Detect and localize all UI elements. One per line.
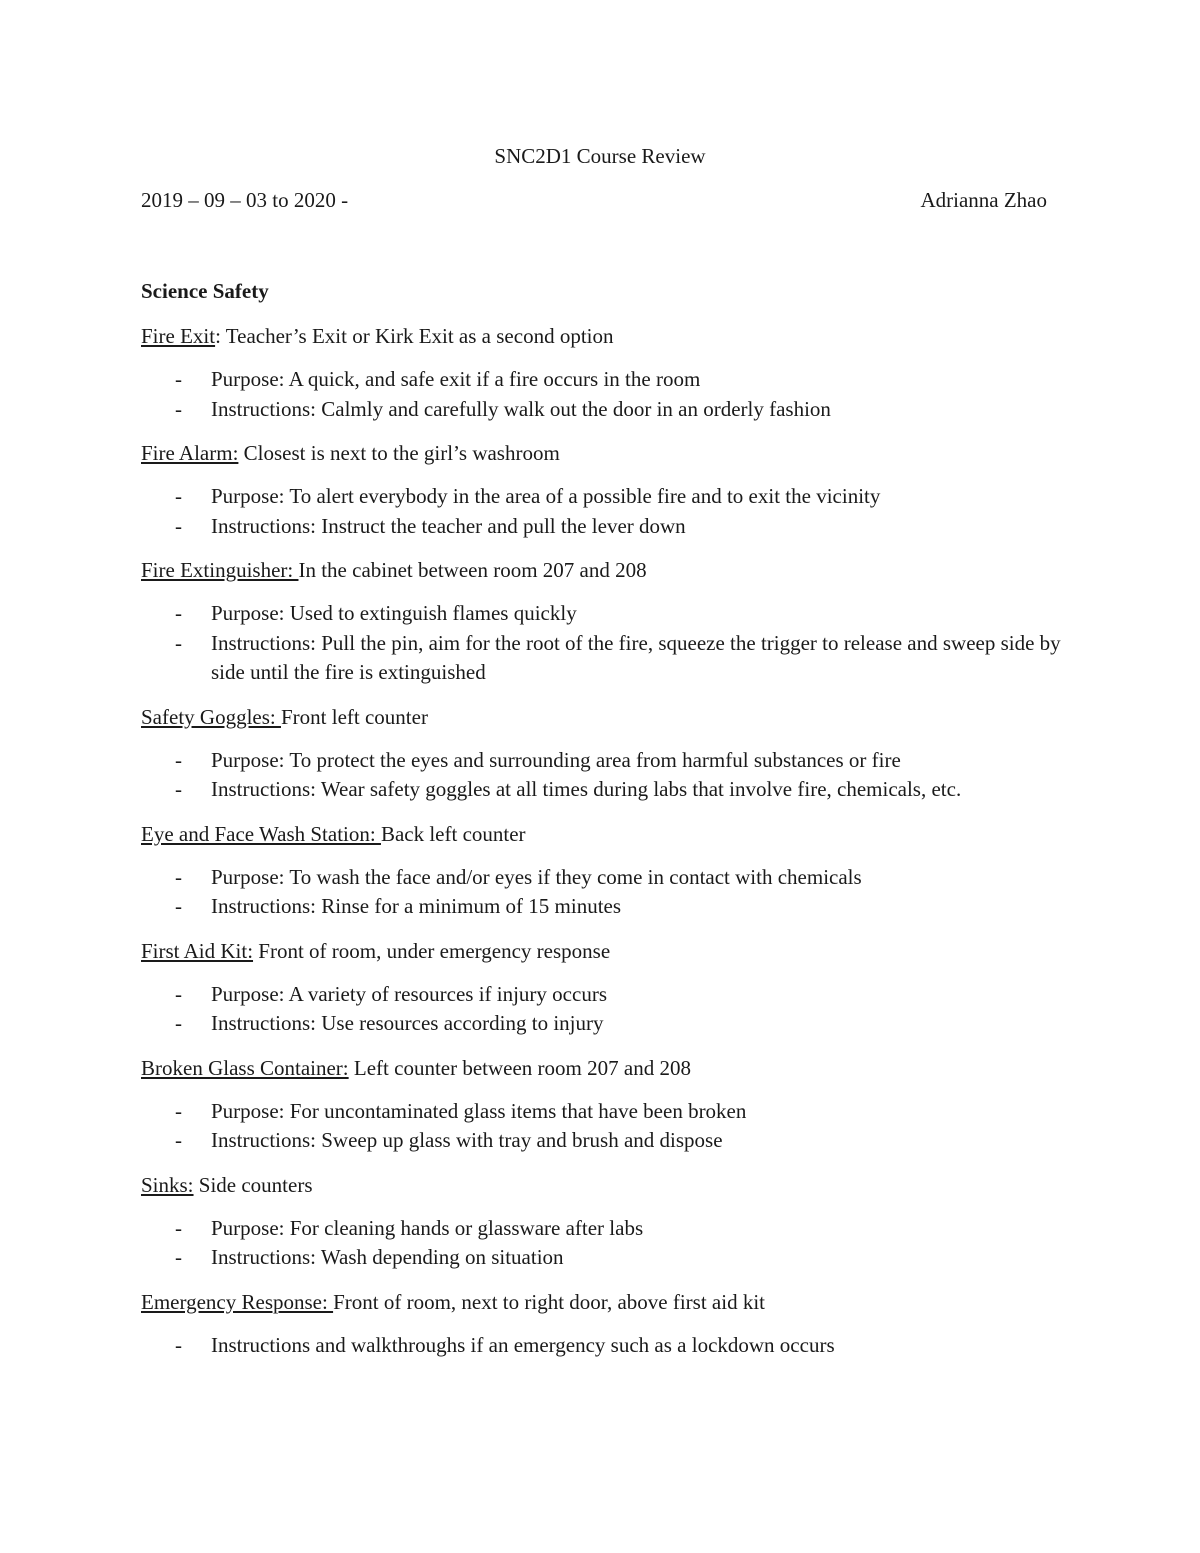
document-title: SNC2D1 Course Review: [494, 144, 706, 168]
section-heading: Science Safety: [141, 279, 269, 303]
item-name: Fire Extinguisher:: [141, 558, 299, 582]
item-details: [141, 482, 1061, 541]
detail-instructions: - Instructions: Rinse for a minimum of 15 minutes: [175, 894, 622, 918]
detail-purpose: - Purpose: To alert everybody in the area of a possible fire and to exit the vicinity: [175, 484, 881, 508]
item-line: [141, 1170, 1061, 1200]
item-name: First Aid Kit:: [141, 938, 254, 963]
item-location: Left counter between room 207 and 208: [348, 1055, 691, 1080]
item-details: [141, 599, 1061, 688]
item-location: In the cabinet between room 207 and 208: [298, 558, 647, 582]
item-line: [141, 438, 1061, 468]
item-name: Broken Glass Container:: [141, 1055, 349, 1080]
item-location: Back left counter: [380, 821, 526, 846]
item-name: Safety Goggles:: [141, 704, 281, 729]
item-line: [141, 936, 1061, 966]
item-line: [141, 555, 1061, 585]
author-name: Adrianna Zhao: [920, 188, 1047, 212]
item-details: [141, 863, 1061, 922]
item-line: [141, 1287, 1061, 1317]
safety-item-fire-extinguisher: [141, 555, 1061, 688]
detail-purpose: - Purpose: To wash the face and/or eyes if they come in contact with chemicals: [175, 864, 862, 889]
detail-purpose: - Purpose: A quick, and safe exit if a fire occurs in the room: [175, 367, 701, 391]
item-location: Side counters: [193, 1172, 313, 1197]
item-line: [141, 702, 1061, 732]
detail-instructions: - Instructions: Pull the pin, aim for the root of the fire, squeeze the trigger to release and sweep side by side until the fire is extinguished: [175, 630, 1061, 684]
detail-instructions: - Instructions: Instruct the teacher and pull the lever down: [175, 513, 686, 538]
item-name: Eye and Face Wash Station:: [141, 821, 381, 846]
detail-instructions: - Instructions: Calmly and carefully walk out the door in an orderly fashion: [175, 396, 831, 421]
detail-purpose: - Purpose: A variety of resources if injury occurs: [175, 981, 607, 1006]
date-range: 2019 – 09 – 03 to 2020 -: [141, 188, 349, 212]
detail-purpose: - Purpose: To protect the eyes and surrounding area from harmful substances or fire: [175, 747, 901, 772]
detail-instructions: - Instructions: Wash depending on situation: [175, 1245, 564, 1269]
item-location: Front of room, under emergency response: [253, 938, 611, 963]
item-details: [141, 365, 1061, 424]
item-location: : Teacher’s Exit or Kirk Exit as a second option: [215, 324, 614, 348]
item-line: [141, 321, 1061, 351]
item-location: Closest is next to the girl’s washroom: [238, 441, 560, 465]
safety-item-sinks: [141, 1170, 1061, 1273]
safety-item-eye-face-wash: [141, 819, 1061, 922]
safety-item-first-aid-kit: [141, 936, 1061, 1039]
item-details: [141, 746, 1061, 805]
detail-instructions: - Instructions: Wear safety goggles at all times during labs that involve fire, chemicals, etc.: [175, 777, 962, 801]
item-name: Fire Exit: [141, 324, 216, 348]
safety-item-broken-glass-container: [141, 1053, 1061, 1156]
safety-item-safety-goggles: [141, 702, 1061, 805]
item-name: Sinks:: [141, 1172, 194, 1197]
item-details: [141, 1097, 1061, 1156]
detail-instructions: - Instructions: Sweep up glass with tray and brush and dispose: [175, 1128, 723, 1152]
safety-items-list: [141, 321, 1061, 1374]
item-location: Front of room, next to right door, above first aid kit: [333, 1289, 766, 1314]
item-details: [141, 1214, 1061, 1273]
item-location: Front left counter: [280, 704, 428, 729]
item-name: Fire Alarm:: [141, 441, 239, 465]
detail-purpose: - Purpose: Used to extinguish flames quickly: [175, 601, 577, 625]
item-details: [141, 1331, 1061, 1361]
detail-purpose: - Purpose: For cleaning hands or glassware after labs: [175, 1215, 644, 1240]
safety-item-emergency-response: [141, 1287, 1061, 1361]
item-name: Emergency Response:: [141, 1289, 334, 1314]
item-line: [141, 1053, 1061, 1083]
item-line: [141, 819, 1061, 849]
detail-instructions: - Instructions: Use resources according to injury: [175, 1011, 604, 1035]
detail-purpose: - Purpose: For uncontaminated glass items that have been broken: [175, 1098, 747, 1123]
detail-instructions: - Instructions and walkthroughs if an emergency such as a lockdown occurs: [175, 1332, 835, 1357]
safety-item-fire-alarm: [141, 438, 1061, 541]
safety-item-fire-exit: [141, 321, 1061, 424]
item-details: [141, 980, 1061, 1039]
